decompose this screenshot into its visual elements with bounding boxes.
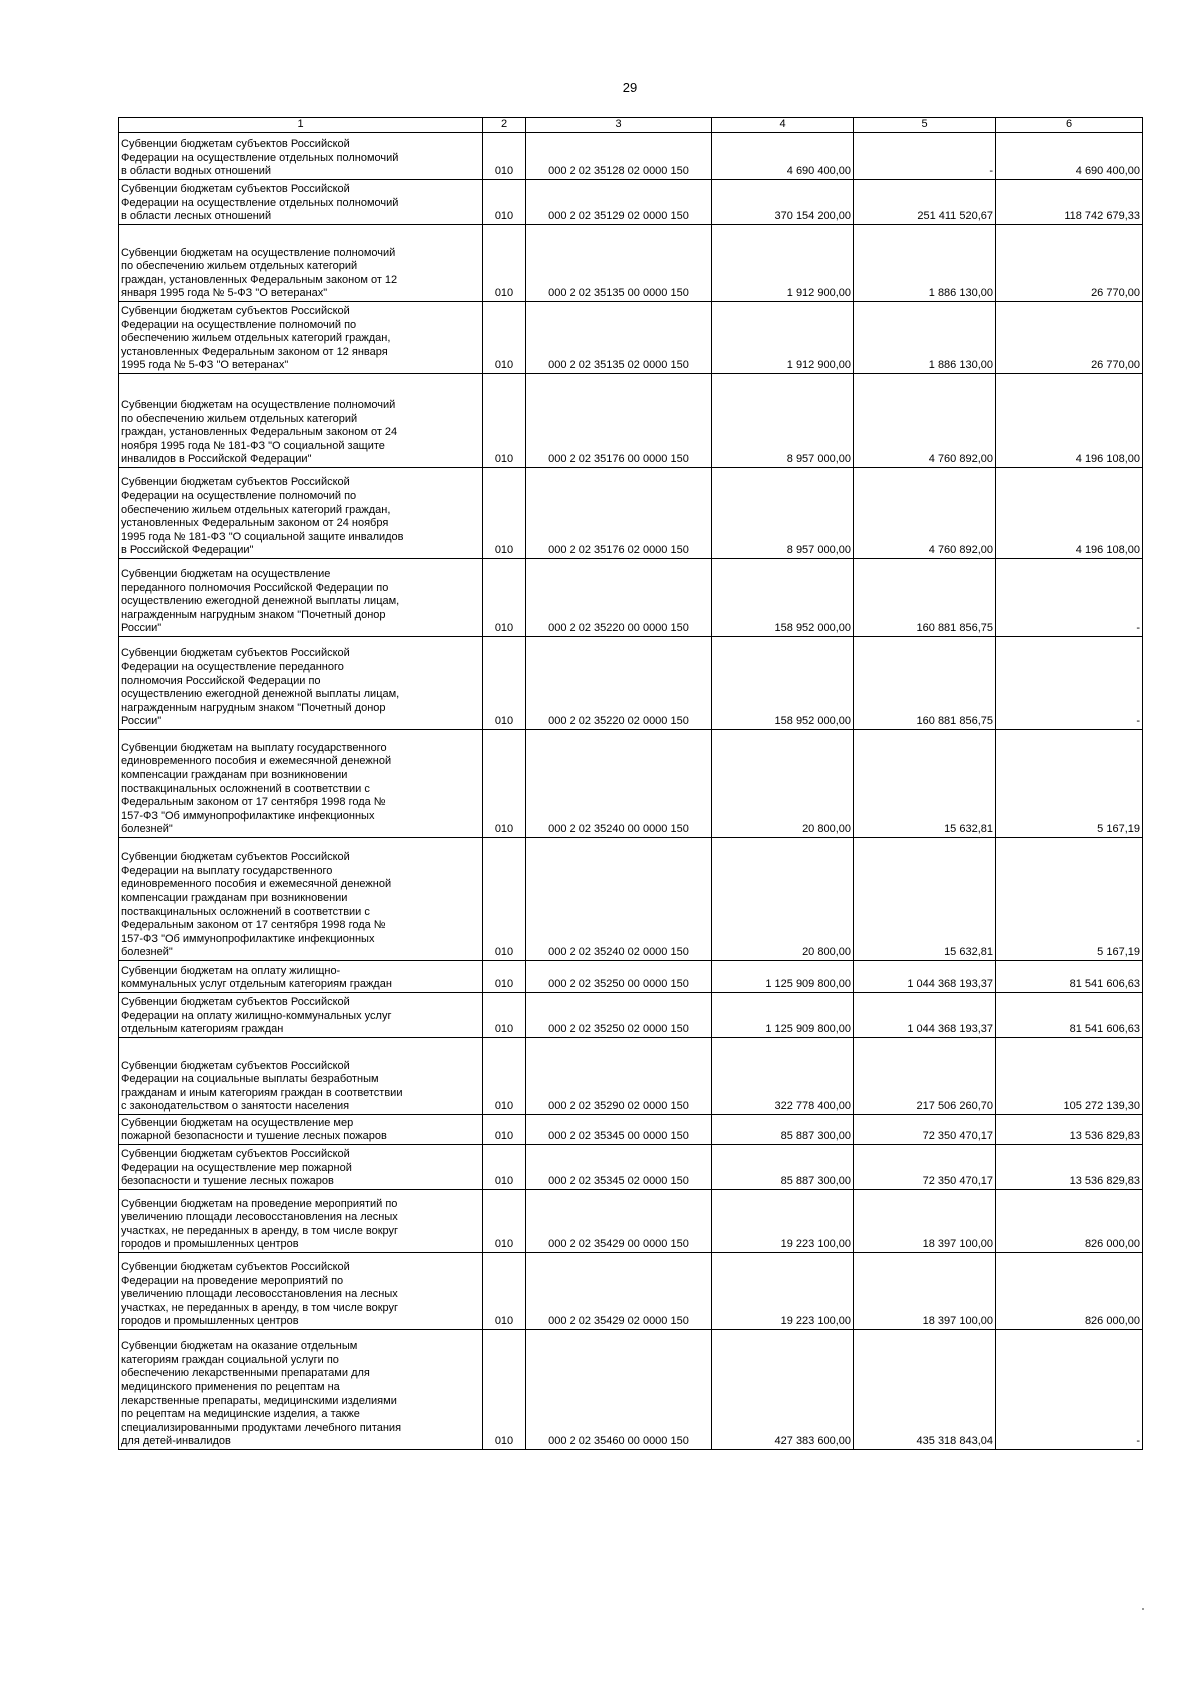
table-row bbox=[119, 302, 1143, 374]
row-budget-code: 000 2 02 35129 02 0000 150 bbox=[526, 180, 712, 225]
table-header-row bbox=[119, 118, 1143, 133]
row-line-code: 010 bbox=[483, 302, 526, 374]
row-line-code: 010 bbox=[483, 1145, 526, 1190]
table-row bbox=[119, 1190, 1143, 1253]
row-line-code: 010 bbox=[483, 1253, 526, 1330]
row-name: Субвенции бюджетам субъектов Российской Федерации на социальные выплаты безработным гражданам и иным категориям граждан в соответствии с законодательством о занятости населения bbox=[119, 1038, 483, 1115]
row-name: Субвенции бюджетам на осуществление полномочий по обеспечению жильем отдельных категорий граждан, установленных Федеральным законом от 12 января 1995 года № 5-ФЗ "О ветеранах" bbox=[119, 225, 483, 302]
row-unexecuted-amount: 4 196 108,00 bbox=[996, 468, 1143, 559]
row-line-code: 010 bbox=[483, 468, 526, 559]
row-unexecuted-amount: 81 541 606,63 bbox=[996, 961, 1143, 993]
row-name: Субвенции бюджетам субъектов Российской Федерации на осуществление отдельных полномочий в области водных отношений bbox=[119, 133, 483, 180]
row-budget-code: 000 2 02 35240 00 0000 150 bbox=[526, 730, 712, 838]
row-line-code: 010 bbox=[483, 961, 526, 993]
row-name: Субвенции бюджетам субъектов Российской Федерации на проведение мероприятий по увеличению площади лесовосстановления на лесных участках, не переданных в аренду, в том числе вокруг городов и промышленных центров bbox=[119, 1253, 483, 1330]
column-header-6: 6 bbox=[996, 118, 1143, 133]
table-row bbox=[119, 1253, 1143, 1330]
row-executed-amount: 18 397 100,00 bbox=[854, 1253, 996, 1330]
table-row bbox=[119, 374, 1143, 468]
row-executed-amount: 15 632,81 bbox=[854, 838, 996, 961]
row-budget-code: 000 2 02 35429 00 0000 150 bbox=[526, 1190, 712, 1253]
row-unexecuted-amount: - bbox=[996, 637, 1143, 730]
row-executed-amount: 15 632,81 bbox=[854, 730, 996, 838]
table-row bbox=[119, 1145, 1143, 1190]
row-approved-amount: 8 957 000,00 bbox=[712, 468, 854, 559]
row-executed-amount: 72 350 470,17 bbox=[854, 1145, 996, 1190]
column-header-5: 5 bbox=[854, 118, 996, 133]
row-line-code: 010 bbox=[483, 730, 526, 838]
row-unexecuted-amount: 5 167,19 bbox=[996, 730, 1143, 838]
row-approved-amount: 1 912 900,00 bbox=[712, 225, 854, 302]
row-budget-code: 000 2 02 35250 02 0000 150 bbox=[526, 993, 712, 1038]
row-name: Субвенции бюджетам на оказание отдельным категориям граждан социальной услуги по обеспечению лекарственными препаратами для медицинского применения по рецептам на лекарственные препараты, медицинскими изделиями по рецептам на медицинские изделия, а также специализированными продуктами лечебного питания для детей-инвалидов bbox=[119, 1330, 483, 1450]
row-name: Субвенции бюджетам на осуществление мер пожарной безопасности и тушение лесных пожаров bbox=[119, 1115, 483, 1145]
row-unexecuted-amount: - bbox=[996, 559, 1143, 637]
table-body bbox=[119, 133, 1143, 1450]
row-approved-amount: 1 125 909 800,00 bbox=[712, 993, 854, 1038]
table-row bbox=[119, 468, 1143, 559]
row-executed-amount: 4 760 892,00 bbox=[854, 468, 996, 559]
row-approved-amount: 322 778 400,00 bbox=[712, 1038, 854, 1115]
row-approved-amount: 85 887 300,00 bbox=[712, 1115, 854, 1145]
row-line-code: 010 bbox=[483, 225, 526, 302]
row-approved-amount: 8 957 000,00 bbox=[712, 374, 854, 468]
row-budget-code: 000 2 02 35135 00 0000 150 bbox=[526, 225, 712, 302]
row-budget-code: 000 2 02 35135 02 0000 150 bbox=[526, 302, 712, 374]
row-executed-amount: 217 506 260,70 bbox=[854, 1038, 996, 1115]
row-approved-amount: 20 800,00 bbox=[712, 838, 854, 961]
row-unexecuted-amount: 13 536 829,83 bbox=[996, 1115, 1143, 1145]
row-name: Субвенции бюджетам субъектов Российской Федерации на выплату государственного единовременного пособия и ежемесячной денежной компенсации гражданам при возникновении поствакцинальных осложнений в соответствии с Федеральным законом от 17 сентября 1998 года № 157-ФЗ "Об иммунопрофилактике инфекционных болезней" bbox=[119, 838, 483, 961]
row-line-code: 010 bbox=[483, 559, 526, 637]
row-line-code: 010 bbox=[483, 838, 526, 961]
row-budget-code: 000 2 02 35128 02 0000 150 bbox=[526, 133, 712, 180]
row-name: Субвенции бюджетам субъектов Российской Федерации на осуществление полномочий по обеспечению жильем отдельных категорий граждан, установленных Федеральным законом от 12 января 1995 года № 5-ФЗ "О ветеранах" bbox=[119, 302, 483, 374]
row-line-code: 010 bbox=[483, 133, 526, 180]
row-approved-amount: 4 690 400,00 bbox=[712, 133, 854, 180]
row-executed-amount: - bbox=[854, 133, 996, 180]
row-unexecuted-amount: 826 000,00 bbox=[996, 1253, 1143, 1330]
table-row bbox=[119, 637, 1143, 730]
row-approved-amount: 19 223 100,00 bbox=[712, 1190, 854, 1253]
table-row bbox=[119, 180, 1143, 225]
budget-table bbox=[118, 117, 1143, 1450]
table-row bbox=[119, 730, 1143, 838]
row-name: Субвенции бюджетам на проведение мероприятий по увеличению площади лесовосстановления на лесных участках, не переданных в аренду, в том числе вокруг городов и промышленных центров bbox=[119, 1190, 483, 1253]
table-row bbox=[119, 1115, 1143, 1145]
row-name: Субвенции бюджетам на осуществление переданного полномочия Российской Федерации по осуществлению ежегодной денежной выплаты лицам, награжденным нагрудным знаком "Почетный донор России" bbox=[119, 559, 483, 637]
column-header-4: 4 bbox=[712, 118, 854, 133]
row-approved-amount: 370 154 200,00 bbox=[712, 180, 854, 225]
row-unexecuted-amount: 26 770,00 bbox=[996, 225, 1143, 302]
row-line-code: 010 bbox=[483, 1190, 526, 1253]
row-unexecuted-amount: 4 690 400,00 bbox=[996, 133, 1143, 180]
row-approved-amount: 158 952 000,00 bbox=[712, 559, 854, 637]
row-unexecuted-amount: 105 272 139,30 bbox=[996, 1038, 1143, 1115]
row-name: Субвенции бюджетам на оплату жилищно- коммунальных услуг отдельным категориям граждан bbox=[119, 961, 483, 993]
row-budget-code: 000 2 02 35460 00 0000 150 bbox=[526, 1330, 712, 1450]
table-row bbox=[119, 1038, 1143, 1115]
column-header-3: 3 bbox=[526, 118, 712, 133]
row-line-code: 010 bbox=[483, 1330, 526, 1450]
column-header-2: 2 bbox=[483, 118, 526, 133]
row-executed-amount: 1 044 368 193,37 bbox=[854, 993, 996, 1038]
row-unexecuted-amount: 5 167,19 bbox=[996, 838, 1143, 961]
page-number: 29 bbox=[622, 80, 638, 95]
row-unexecuted-amount: 826 000,00 bbox=[996, 1190, 1143, 1253]
row-approved-amount: 427 383 600,00 bbox=[712, 1330, 854, 1450]
row-approved-amount: 85 887 300,00 bbox=[712, 1145, 854, 1190]
row-executed-amount: 160 881 856,75 bbox=[854, 637, 996, 730]
row-approved-amount: 19 223 100,00 bbox=[712, 1253, 854, 1330]
scan-speck bbox=[1142, 1608, 1144, 1610]
row-unexecuted-amount: 81 541 606,63 bbox=[996, 993, 1143, 1038]
row-approved-amount: 1 912 900,00 bbox=[712, 302, 854, 374]
table-row bbox=[119, 1330, 1143, 1450]
table-row bbox=[119, 225, 1143, 302]
row-executed-amount: 1 044 368 193,37 bbox=[854, 961, 996, 993]
column-header-1: 1 bbox=[119, 118, 483, 133]
row-name: Субвенции бюджетам на выплату государственного единовременного пособия и ежемесячной денежной компенсации гражданам при возникновении поствакцинальных осложнений в соответствии с Федеральным законом от 17 сентября 1998 года № 157-ФЗ "Об иммунопрофилактике инфекционных болезней" bbox=[119, 730, 483, 838]
row-executed-amount: 4 760 892,00 bbox=[854, 374, 996, 468]
row-line-code: 010 bbox=[483, 180, 526, 225]
row-budget-code: 000 2 02 35429 02 0000 150 bbox=[526, 1253, 712, 1330]
table-row bbox=[119, 993, 1143, 1038]
row-unexecuted-amount: 13 536 829,83 bbox=[996, 1145, 1143, 1190]
row-unexecuted-amount: 4 196 108,00 bbox=[996, 374, 1143, 468]
row-budget-code: 000 2 02 35240 02 0000 150 bbox=[526, 838, 712, 961]
row-executed-amount: 435 318 843,04 bbox=[854, 1330, 996, 1450]
row-budget-code: 000 2 02 35345 02 0000 150 bbox=[526, 1145, 712, 1190]
row-executed-amount: 1 886 130,00 bbox=[854, 302, 996, 374]
row-name: Субвенции бюджетам субъектов Российской Федерации на осуществление мер пожарной безопасности и тушение лесных пожаров bbox=[119, 1145, 483, 1190]
row-name: Субвенции бюджетам субъектов Российской Федерации на осуществление отдельных полномочий в области лесных отношений bbox=[119, 180, 483, 225]
row-executed-amount: 18 397 100,00 bbox=[854, 1190, 996, 1253]
row-executed-amount: 1 886 130,00 bbox=[854, 225, 996, 302]
row-budget-code: 000 2 02 35345 00 0000 150 bbox=[526, 1115, 712, 1145]
row-name: Субвенции бюджетам субъектов Российской Федерации на оплату жилищно-коммунальных услуг отдельным категориям граждан bbox=[119, 993, 483, 1038]
row-budget-code: 000 2 02 35176 02 0000 150 bbox=[526, 468, 712, 559]
row-name: Субвенции бюджетам субъектов Российской Федерации на осуществление переданного полномочия Российской Федерации по осуществлению ежегодной денежной выплаты лицам, награжденным нагрудным знаком "Почетный донор России" bbox=[119, 637, 483, 730]
row-name: Субвенции бюджетам на осуществление полномочий по обеспечению жильем отдельных категорий граждан, установленных Федеральным законом от 24 ноября 1995 года № 181-ФЗ "О социальной защите инвалидов в Российской Федерации" bbox=[119, 374, 483, 468]
row-executed-amount: 72 350 470,17 bbox=[854, 1115, 996, 1145]
table-row bbox=[119, 133, 1143, 180]
row-approved-amount: 158 952 000,00 bbox=[712, 637, 854, 730]
row-line-code: 010 bbox=[483, 1038, 526, 1115]
table-row bbox=[119, 559, 1143, 637]
row-budget-code: 000 2 02 35176 00 0000 150 bbox=[526, 374, 712, 468]
row-executed-amount: 160 881 856,75 bbox=[854, 559, 996, 637]
row-name: Субвенции бюджетам субъектов Российской Федерации на осуществление полномочий по обеспечению жильем отдельных категорий граждан, установленных Федеральным законом от 24 ноября 1995 года № 181-ФЗ "О социальной защите инвалидов в Российской Федерации" bbox=[119, 468, 483, 559]
table-row bbox=[119, 961, 1143, 993]
row-unexecuted-amount: 26 770,00 bbox=[996, 302, 1143, 374]
row-budget-code: 000 2 02 35220 02 0000 150 bbox=[526, 637, 712, 730]
table-row bbox=[119, 838, 1143, 961]
row-unexecuted-amount: - bbox=[996, 1330, 1143, 1450]
row-budget-code: 000 2 02 35290 02 0000 150 bbox=[526, 1038, 712, 1115]
row-budget-code: 000 2 02 35220 00 0000 150 bbox=[526, 559, 712, 637]
row-approved-amount: 20 800,00 bbox=[712, 730, 854, 838]
row-line-code: 010 bbox=[483, 1115, 526, 1145]
row-line-code: 010 bbox=[483, 637, 526, 730]
row-unexecuted-amount: 118 742 679,33 bbox=[996, 180, 1143, 225]
row-line-code: 010 bbox=[483, 993, 526, 1038]
row-executed-amount: 251 411 520,67 bbox=[854, 180, 996, 225]
row-approved-amount: 1 125 909 800,00 bbox=[712, 961, 854, 993]
row-line-code: 010 bbox=[483, 374, 526, 468]
row-budget-code: 000 2 02 35250 00 0000 150 bbox=[526, 961, 712, 993]
